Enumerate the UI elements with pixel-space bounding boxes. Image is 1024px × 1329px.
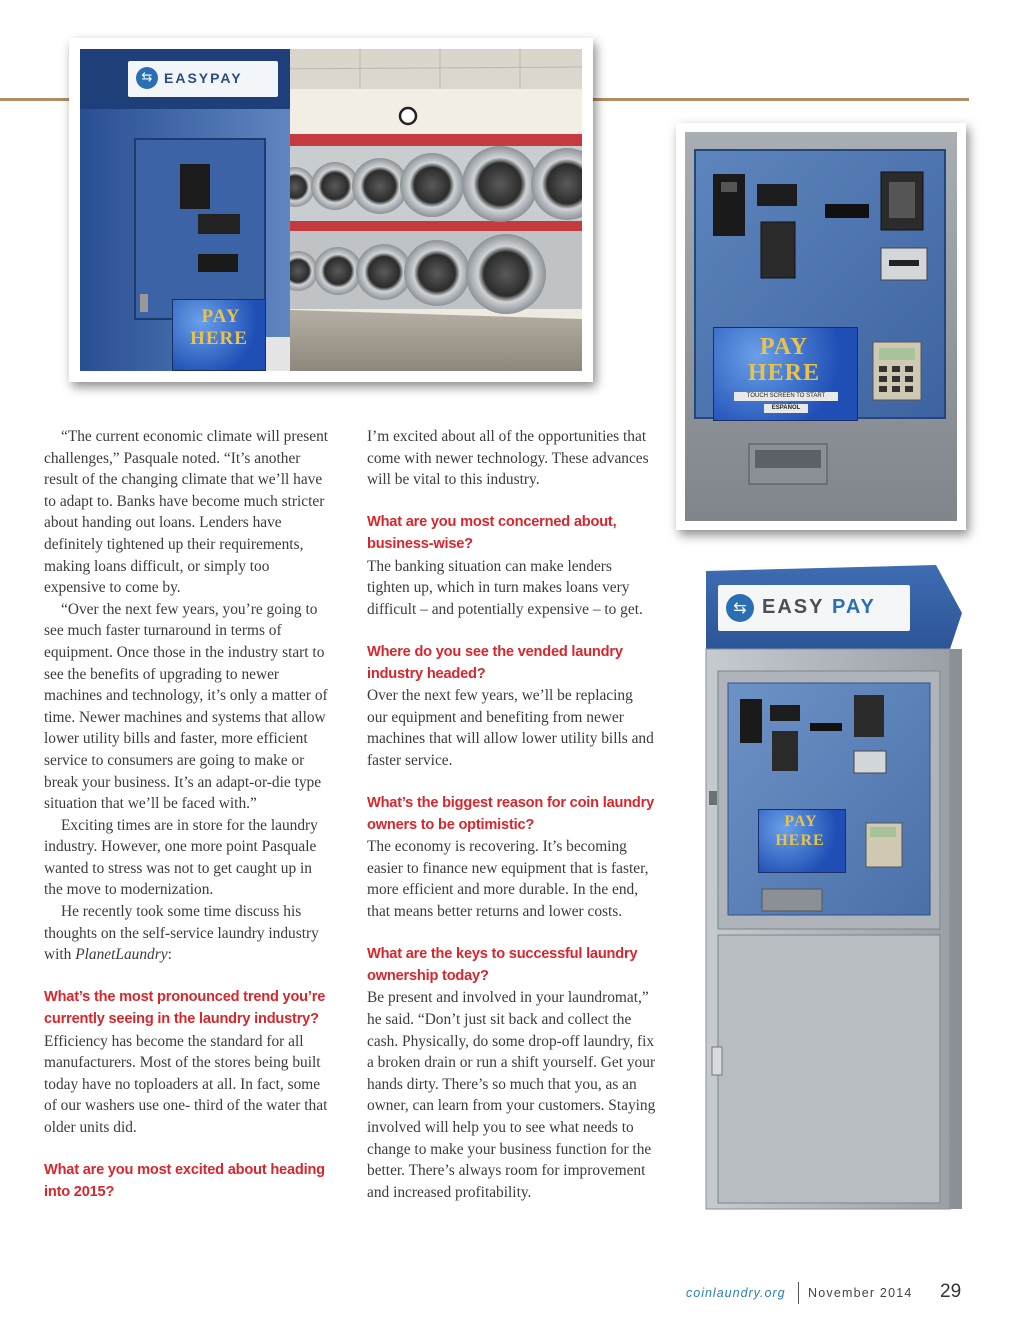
page-footer bbox=[686, 1282, 986, 1306]
footer-divider bbox=[798, 1282, 799, 1304]
photo-kiosk-panel bbox=[676, 123, 966, 530]
question-heading: Where do you see the vended laundry industry headed? bbox=[367, 643, 623, 682]
kiosk-logo-plate bbox=[128, 61, 278, 97]
kiosk-touchscreen bbox=[172, 299, 266, 371]
full-kiosk-touchscreen bbox=[758, 809, 846, 873]
answer-paragraph: I’m excited about all of the opportunities that come with newer technology. These advances will be vital to this industry. bbox=[367, 428, 649, 489]
answer-paragraph: Over the next few years, we’ll be replacing our equipment and benefiting from newer machines that will allow lower utility bills and faster service. bbox=[367, 687, 654, 769]
kiosk-brand-text: EASYPAY bbox=[164, 70, 243, 86]
full-kiosk-screen-here: HERE bbox=[775, 832, 825, 849]
footer-site-link[interactable]: coinlaundry.org bbox=[686, 1286, 786, 1300]
answer-paragraph: The economy is recovering. It’s becoming easier to finance new equipment that is faster, more efficient and more durable. In the end, that means better returns and lower costs. bbox=[367, 838, 649, 921]
photo-full-kiosk bbox=[700, 563, 968, 1213]
panel-touchscreen bbox=[713, 327, 858, 421]
full-kiosk-brand-pay: PAY bbox=[832, 596, 876, 618]
footer-issue-date: November 2014 bbox=[808, 1286, 913, 1300]
paragraph: Exciting times are in store for the laundry industry. However, one more point Pasquale wanted to stress was not to get caught up in the move to modernization. bbox=[44, 816, 318, 899]
publication-name: PlanetLaundry bbox=[75, 946, 168, 964]
answer-paragraph: Efficiency has become the standard for all manufacturers. Most of the stores being built today have no toploaders at all. In fact, some of our washers use one- third of the water that older units did. bbox=[44, 1032, 328, 1136]
full-kiosk-screen-pay: PAY bbox=[784, 813, 818, 830]
answer-paragraph: The banking situation can make lenders tighten up, which in turn makes loans very difficult – and potentially expensive – to get. bbox=[367, 557, 643, 618]
panel-screen-pay: PAY bbox=[759, 334, 809, 360]
panel-screen-here: HERE bbox=[747, 360, 820, 386]
full-kiosk-brand-easy: EASY bbox=[762, 596, 825, 618]
paragraph: “Over the next few years, you’re going to see much faster turnaround in terms of equipment. Once those in the industry start to see the benefits of upgrading to newer machines and technology, it’s only a matter of time. Newer machines and systems that allow lower utility bills and faster, more efficient service to consumers are going to make or break your business. It’s an adapt-or-die type situation that we’ll be faced with.” bbox=[44, 600, 328, 813]
question-heading: What are the keys to successful laundry ownership today? bbox=[367, 946, 638, 984]
article-column-1 bbox=[44, 426, 334, 1203]
screen-pay-text: PAY bbox=[201, 306, 241, 327]
question-heading: What’s the biggest reason for coin laundry owners to be optimistic? bbox=[367, 795, 655, 833]
easypay-logo-icon: ⇆ bbox=[136, 67, 158, 89]
paragraph: He recently took some time discuss his thoughts on the self-service laundry industry with PlanetLaundry: bbox=[44, 903, 319, 964]
full-kiosk-logo-icon: ⇆ bbox=[726, 594, 754, 622]
panel-screen-language-button: ESPAÑOL bbox=[764, 404, 808, 413]
page-number: 29 bbox=[940, 1281, 962, 1302]
photo-laundromat-kiosk bbox=[69, 38, 593, 382]
panel-screen-touch-strip: TOUCH SCREEN TO START bbox=[734, 392, 838, 401]
paragraph: “The current economic climate will present challenges,” Pasquale noted. “It’s another result of the changing climate that we’ll have to adapt to. Banks have become much stricter about handing out loans. Lenders have definitely tightened up their requirements, making loans difficult, or simply too expensive to come by. bbox=[44, 428, 329, 597]
header-rule-right bbox=[592, 98, 969, 101]
article-column-2 bbox=[367, 426, 657, 1203]
answer-paragraph: Be present and involved in your laundromat,” he said. “Don’t just sit back and collect the cash. Physically, do some drop-off laundry, fix a broken drain or run a shift yourself. Get your hands dirty. There’s so much that you, as an owner, can learn from your customers. Staying involved will help you to see what needs to change to make your business function for the better. There’s always room for improvement and increased profitability. bbox=[367, 989, 656, 1201]
wall-clock-icon bbox=[400, 108, 416, 124]
screen-here-text: HERE bbox=[190, 328, 248, 349]
question-heading: What are you most excited about heading into 2015? bbox=[44, 1162, 325, 1200]
full-kiosk-illustration bbox=[700, 563, 968, 1213]
full-kiosk-logo-plate bbox=[718, 585, 910, 631]
question-heading: What are you most concerned about, business-wise? bbox=[367, 514, 617, 552]
question-heading: What’s the most pronounced trend you’re currently seeing in the laundry industry? bbox=[44, 989, 326, 1028]
laundromat-illustration bbox=[80, 49, 582, 371]
header-rule-left bbox=[0, 98, 80, 101]
